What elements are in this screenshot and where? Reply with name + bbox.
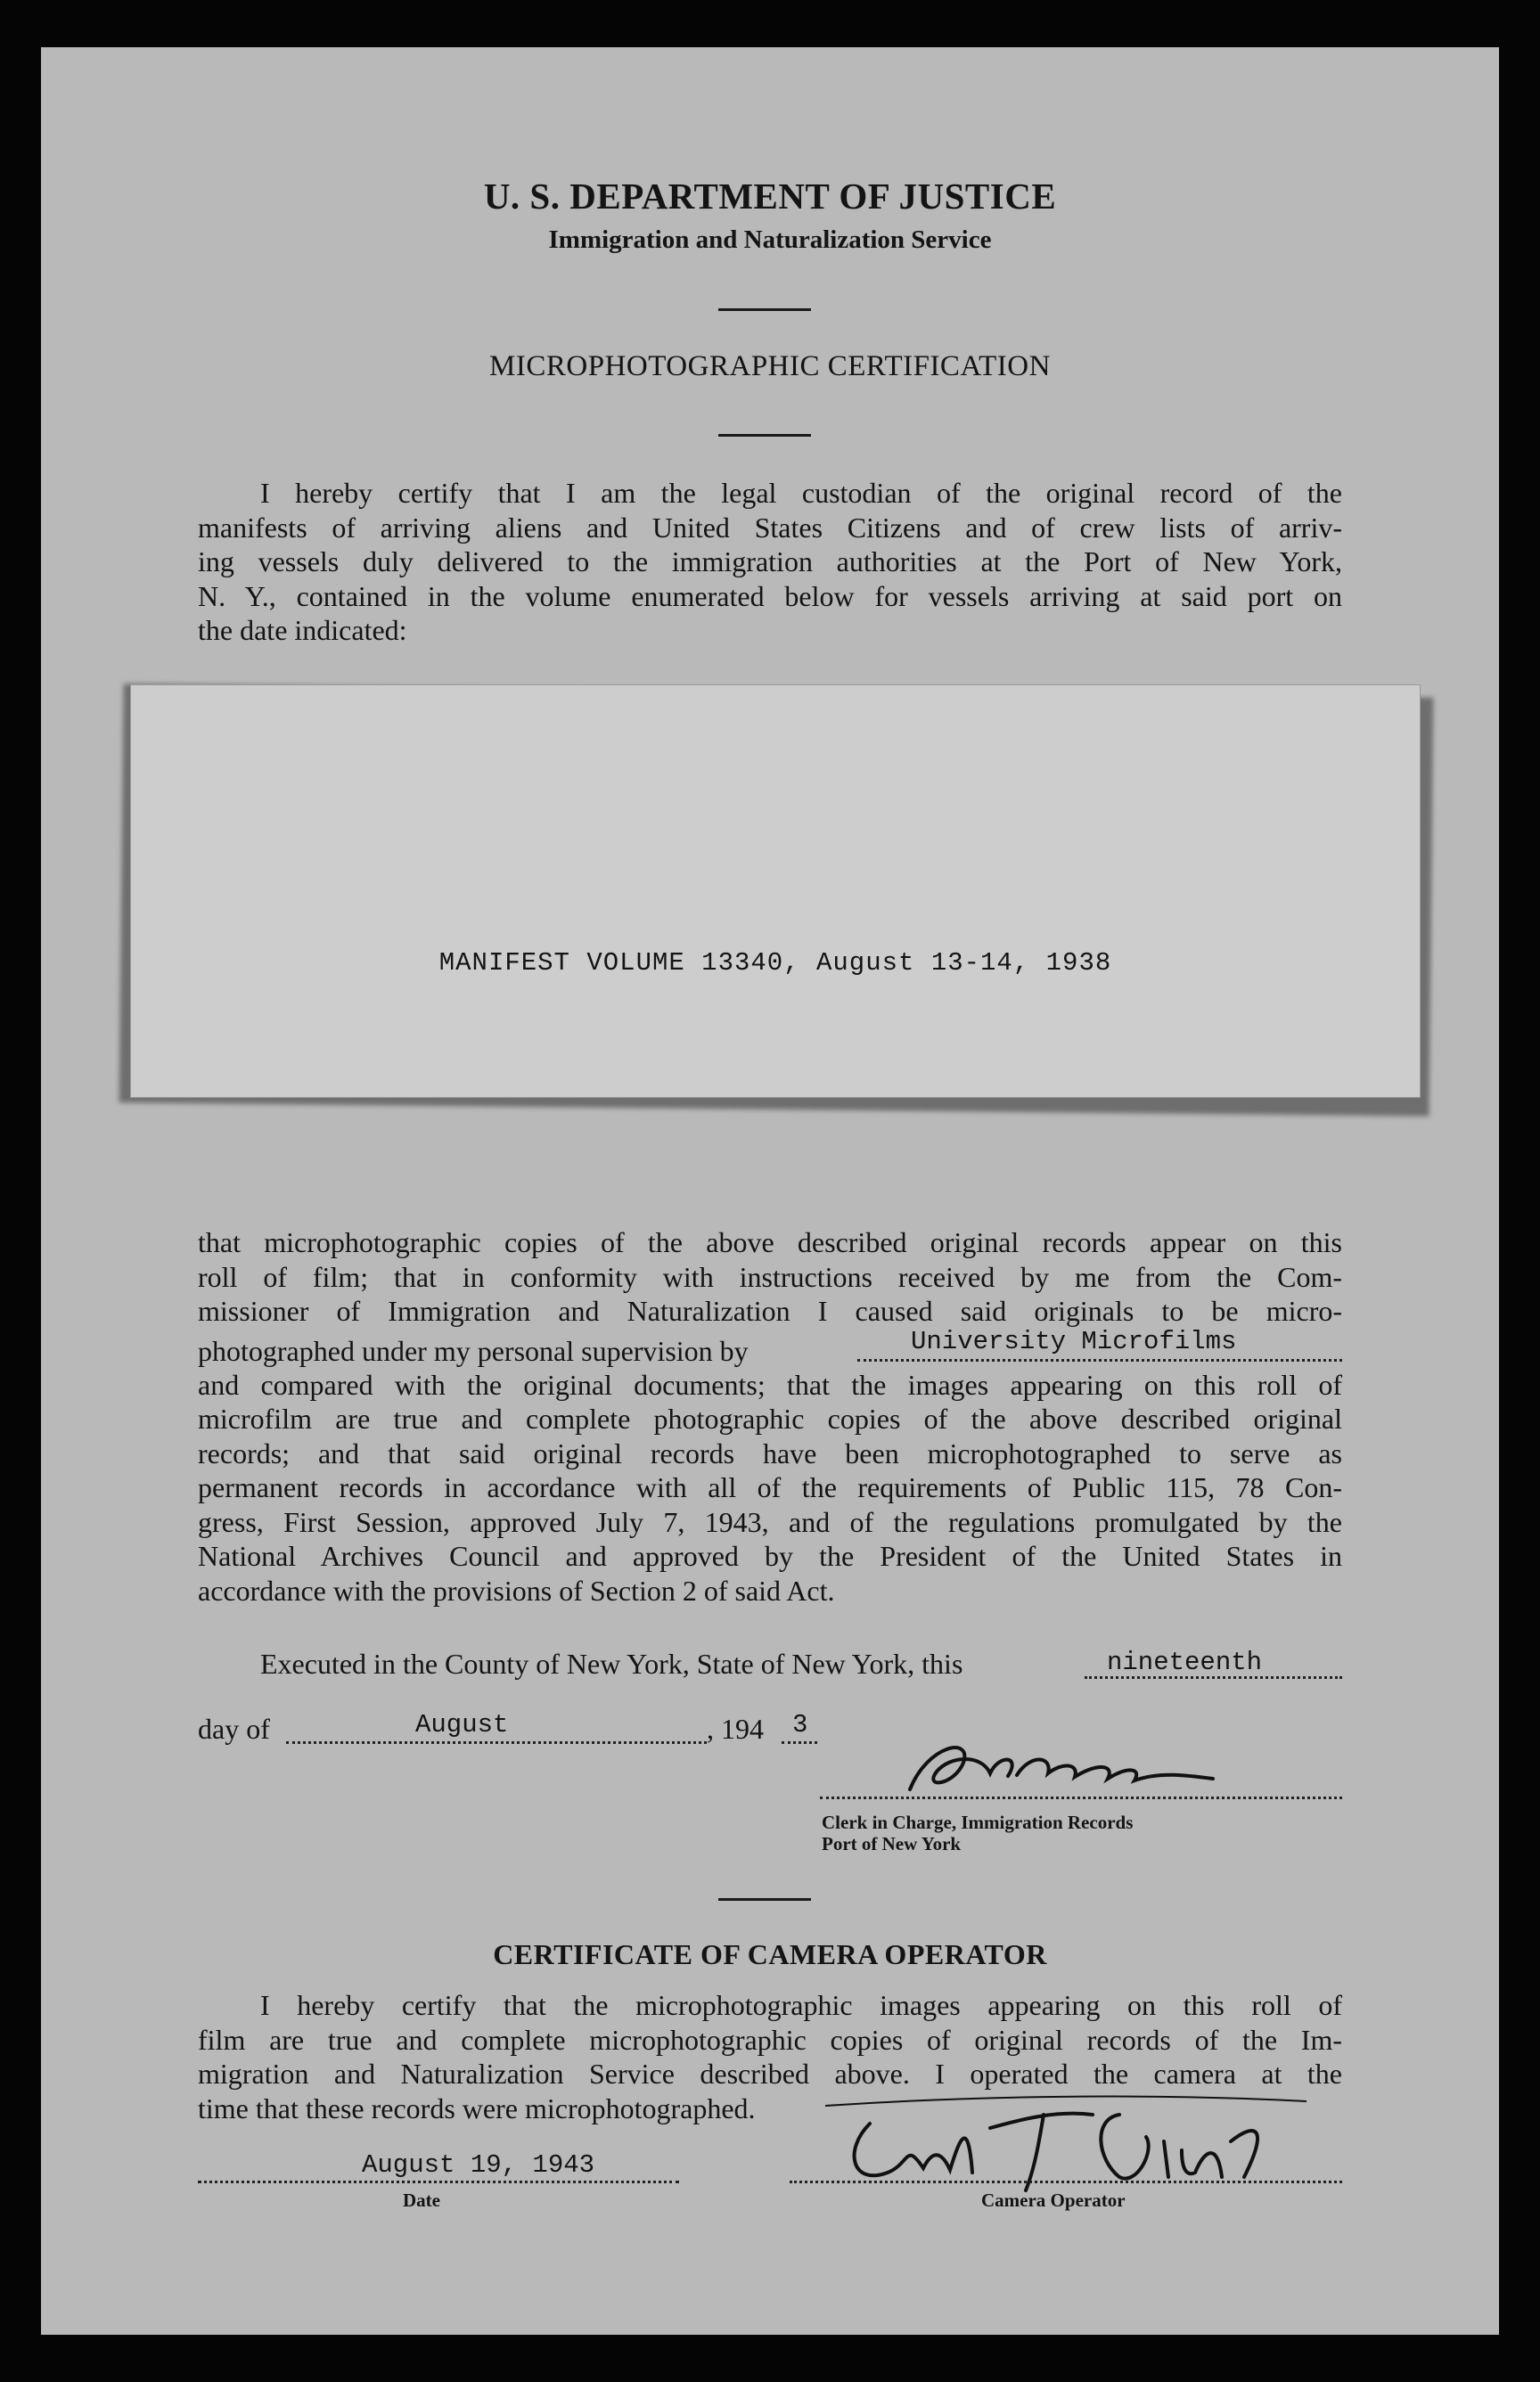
- clerk-signature-line: [820, 1797, 1342, 1799]
- execution-month: August: [415, 1710, 509, 1739]
- camera-line: I hereby certify that the microphotographic images appearing on this roll of: [260, 1989, 1342, 2021]
- intro-line: manifests of arriving aliens and United States Citizens and of crew lists of arriv-: [198, 511, 1342, 544]
- camera-line: time that these records were microphotographed.: [198, 2091, 756, 2124]
- clerk-title-line2: Port of New York: [822, 1833, 962, 1854]
- supervision-prefix: photographed under my personal supervision by: [198, 1334, 749, 1367]
- supervisor-name: University Microfilms: [911, 1326, 1237, 1356]
- manifest-volume-card: [130, 684, 1421, 1098]
- camera-certificate-title: CERTIFICATE OF CAMERA OPERATOR: [493, 1938, 1047, 1970]
- date-label: Date: [403, 2190, 440, 2211]
- date-fill-line: [198, 2181, 679, 2183]
- year-fill-line: [782, 1741, 817, 1744]
- camera-line: film are true and complete microphotographic copies of original records of the Im-: [198, 2023, 1342, 2056]
- certificate-sheet: [41, 47, 1499, 2335]
- supervision-line: [198, 1326, 1342, 1368]
- department-heading: U. S. DEPARTMENT OF JUSTICE: [483, 176, 1057, 217]
- execution-prefix: Executed in the County of New York, State of New York, this: [260, 1648, 963, 1680]
- header-divider: [718, 308, 811, 311]
- body-paragraph: [198, 1225, 1342, 1608]
- camera-line: migration and Naturalization Service described above. I operated the camera at the: [198, 2058, 1342, 2090]
- clerk-signature: [874, 1736, 1338, 1798]
- body-line: missioner of Immigration and Naturalization I caused said originals to be micro-: [198, 1295, 1342, 1327]
- operator-signature-line: [790, 2181, 1342, 2183]
- body-line: that microphotographic copies of the above described original records appear on this: [198, 1226, 1342, 1258]
- operator-signature-image: [825, 2088, 1324, 2204]
- intro-line: N. Y., contained in the volume enumerated below for vessels arriving at said port on: [198, 579, 1342, 612]
- intro-line: I hereby certify that I am the legal custodian of the original record of the: [260, 477, 1342, 509]
- title-divider: [718, 434, 811, 437]
- body-line: and compared with the original documents; that the images appearing on this roll of: [198, 1368, 1342, 1401]
- section-divider: [718, 1898, 811, 1901]
- body-line: gress, First Session, approved July 7, 1943, and of the regulations promulgated by the: [198, 1505, 1342, 1538]
- service-subheading: Immigration and Naturalization Service: [548, 225, 992, 254]
- body-line: permanent records in accordance with all of the requirements of Public 115, 78 Con-: [198, 1471, 1342, 1503]
- body-line: microfilm are true and complete photographic copies of the above described original: [198, 1403, 1342, 1435]
- body-line: roll of film; that in conformity with instructions received by me from the Com-: [198, 1260, 1342, 1293]
- execution-day: nineteenth: [1107, 1648, 1263, 1677]
- day-of-label: day of: [198, 1713, 270, 1745]
- body-line: accordance with the provisions of Section 2 of said Act.: [198, 1574, 835, 1607]
- month-fill-line: [286, 1741, 707, 1744]
- camera-date: August 19, 1943: [362, 2150, 595, 2180]
- body-line: records; and that said original records have been microphotographed to serve as: [198, 1437, 1342, 1469]
- intro-line: the date indicated:: [198, 614, 407, 646]
- camera-operator-label: Camera Operator: [981, 2190, 1126, 2211]
- year-digit: 3: [792, 1710, 808, 1739]
- year-prefix: , 194: [707, 1713, 764, 1745]
- certification-title: MICROPHOTOGRAPHIC CERTIFICATION: [489, 350, 1051, 382]
- operator-signature: [825, 2088, 1324, 2204]
- intro-line: ing vessels duly delivered to the immigration authorities at the Port of New York,: [198, 545, 1342, 577]
- body-line: National Archives Council and approved by the President of the United States in: [198, 1540, 1342, 1572]
- clerk-title-line1: Clerk in Charge, Immigration Records: [822, 1812, 1134, 1833]
- intro-paragraph: [198, 476, 1342, 648]
- manifest-volume-label: MANIFEST VOLUME 13340, August 13-14, 1938: [438, 948, 1112, 978]
